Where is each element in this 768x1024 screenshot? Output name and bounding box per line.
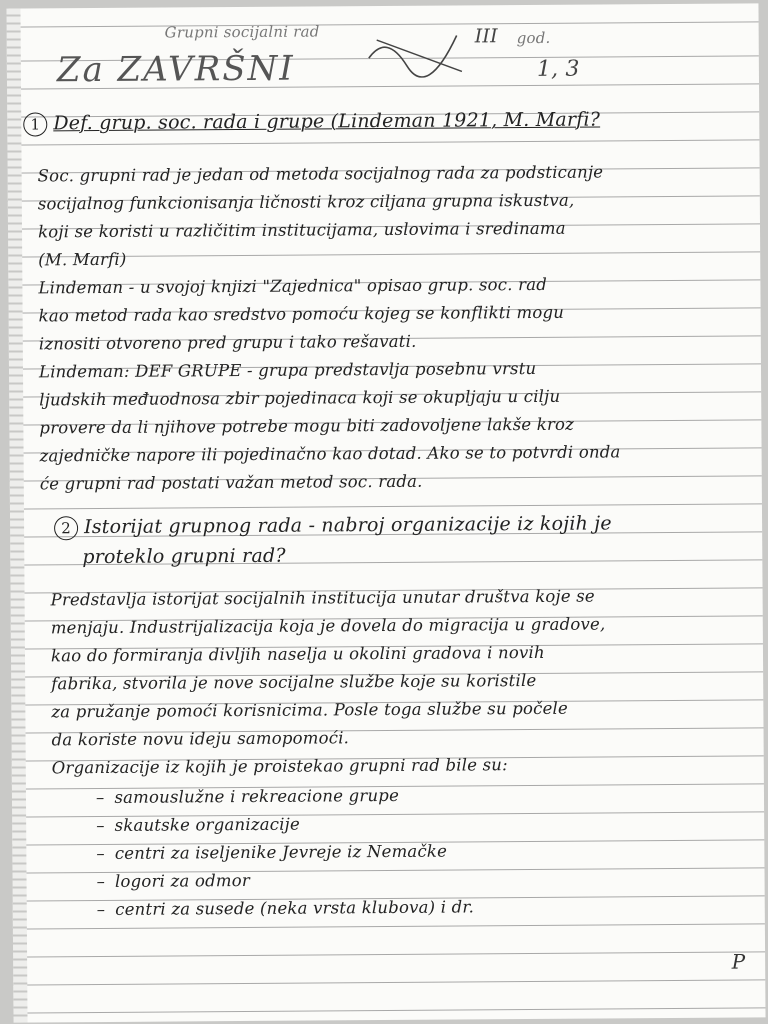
faint-god: god.: [516, 28, 551, 48]
notebook-binding: [6, 9, 27, 1023]
question-2-title-line1: Istorijat grupnog rada - nabroj organizacije iz kojih je: [84, 512, 612, 539]
question-1-title: [23, 108, 600, 136]
q2-line: menjaju. Industrijalizacija koja je dovela do migracija u gradove,: [50, 614, 606, 638]
q1-line: Soc. grupni rad je jedan od metoda socijalnog rada za podsticanje: [37, 162, 604, 186]
za-zavrsni-heading: Za ZAVRŠNI: [56, 48, 295, 91]
q1-line: koji se koristi u različitim institucijama, uslovima i sredinama: [37, 218, 566, 242]
org-list-item: – logori za odmor: [96, 870, 250, 892]
org-list-item: – centri za susede (neka vrsta klubova) i dr.: [96, 897, 475, 920]
org-list-item-text: centri za iseljenike Jevreje iz Nemačke: [114, 841, 448, 863]
header-numbers: 1, 3: [536, 56, 580, 82]
org-list-item: – skautske organizacije: [96, 814, 300, 836]
page-corner-mark: P: [731, 949, 746, 974]
q1-line: kao metod rada kao sredstvo pomoću kojeg se konflikti mogu: [38, 302, 565, 326]
org-list-item-text: logori za odmor: [114, 870, 250, 891]
q1-line: (M. Marfi): [38, 249, 127, 270]
org-list-item-text: centri za susede (neka vrsta klubova) i dr.: [115, 897, 475, 919]
q2-line: Predstavlja istorijat socijalnih institucija unutar društva koje se: [50, 586, 595, 610]
q1-line: ljudskih međuodnosa zbir pojedinaca koji se okupljaju u cilju: [39, 386, 561, 410]
question-2-title: [54, 512, 612, 540]
q2-line: da koriste novu ideju samopomoći.: [51, 728, 350, 750]
q2-line: za pružanje pomoći korisnicima. Posle toga službe su počele: [51, 698, 569, 722]
q2-line: kao do formiranja divljih naselja u okolini gradova i novih: [50, 642, 545, 666]
question-1-number: 1: [23, 112, 47, 136]
q2-line: fabrika, stvorila je nove socijalne službe koje su koristile: [51, 670, 537, 694]
q1-line: provere da li njihove potrebe mogu biti zadovoljene lakše kroz: [39, 414, 575, 438]
org-list-item: – centri za iseljenike Jevreje iz Nemačke: [96, 841, 448, 864]
question-2-number: 2: [54, 516, 78, 540]
roman-year: III: [474, 25, 498, 48]
q1-line: će grupni rad postati važan metod soc. rada.: [39, 471, 423, 494]
q1-line: Lindeman: DEF GRUPE - grupa predstavlja posebnu vrstu: [38, 358, 537, 382]
org-list-item-text: samouslužne i rekreacione grupe: [114, 785, 400, 807]
q1-line: iznositi otvoreno pred grupu i tako rešavati.: [38, 331, 417, 354]
crossed-out-scribble: [367, 27, 477, 78]
faint-subject-title: Grupni socijalni rad: [164, 22, 320, 42]
question-1-title-text: Def. grup. soc. rada i grupe (Lindeman 1921, M. Marfi?: [53, 108, 601, 135]
q1-line: socijalnog funkcionisanja ličnosti kroz ciljana grupna iskustva,: [37, 190, 575, 214]
org-list-item-text: skautske organizacije: [114, 814, 300, 835]
q2-line: Organizacije iz kojih je proistekao grupni rad bile su:: [51, 755, 508, 778]
notebook-page: [6, 3, 765, 1022]
question-2-title-line2: proteklo grupni rad?: [82, 544, 286, 569]
q1-line: zajedničke napore ili pojedinačno kao dotad. Ako se to potvrdi onda: [39, 442, 621, 466]
org-list-item: – samouslužne i rekreacione grupe: [95, 785, 400, 808]
q1-line: Lindeman - u svojoj knjizi "Zajednica" opisao grup. soc. rad: [38, 274, 548, 298]
